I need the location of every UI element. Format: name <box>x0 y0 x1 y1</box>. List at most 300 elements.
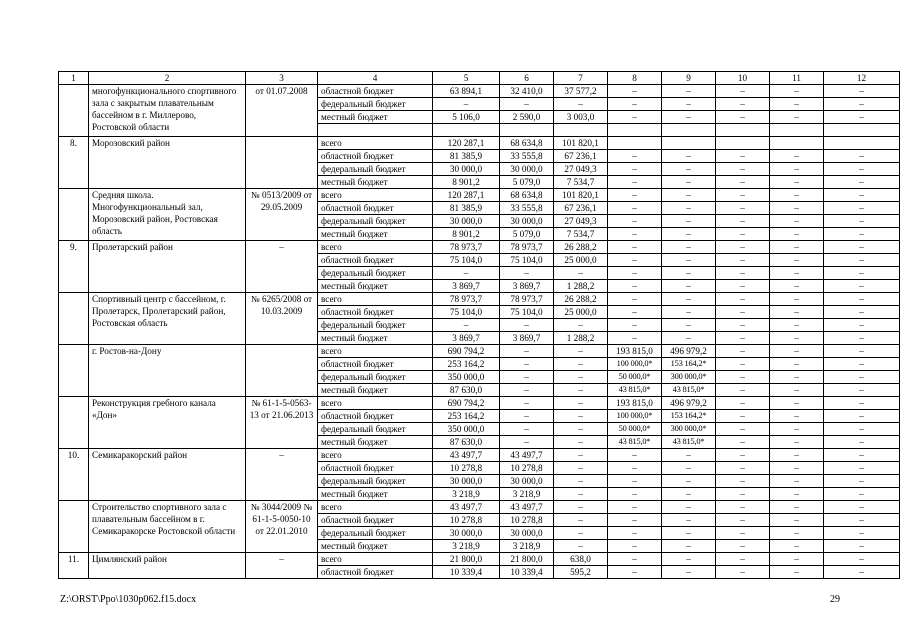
budget-source: всего <box>318 293 433 306</box>
value-cell: – <box>608 501 662 514</box>
value-cell: – <box>824 436 900 449</box>
value-cell: 10 339,4 <box>500 566 554 579</box>
value-cell: – <box>716 384 770 397</box>
value-cell: – <box>770 306 824 319</box>
value-cell: – <box>662 267 716 280</box>
value-cell <box>716 137 770 150</box>
value-cell: – <box>770 384 824 397</box>
value-cell <box>770 124 824 137</box>
value-cell: – <box>554 397 608 410</box>
budget-source: федеральный бюджет <box>318 423 433 436</box>
value-cell <box>662 124 716 137</box>
value-cell: – <box>824 189 900 202</box>
value-cell: – <box>716 462 770 475</box>
column-number-header: 12 <box>824 72 900 85</box>
value-cell: 10 278,8 <box>433 514 500 527</box>
value-cell: 153 164,2* <box>662 358 716 371</box>
object-name: Морозовский район <box>89 137 246 189</box>
value-cell: – <box>770 98 824 111</box>
value-cell: – <box>662 241 716 254</box>
budget-source <box>318 124 433 137</box>
value-cell: 5 079,0 <box>500 176 554 189</box>
budget-source: областной бюджет <box>318 358 433 371</box>
value-cell: 33 555,8 <box>500 202 554 215</box>
value-cell: 63 894,1 <box>433 85 500 98</box>
budget-source: федеральный бюджет <box>318 163 433 176</box>
value-cell: – <box>716 566 770 579</box>
value-cell: – <box>716 540 770 553</box>
value-cell: 50 000,0* <box>608 371 662 384</box>
value-cell: – <box>608 553 662 566</box>
value-cell: – <box>716 267 770 280</box>
value-cell: – <box>554 449 608 462</box>
value-cell: – <box>608 215 662 228</box>
column-number-header: 10 <box>716 72 770 85</box>
object-name: Средняя школа. Многофункциональный зал, Морозовский район, Ростовская область <box>89 189 246 241</box>
value-cell: 2 590,0 <box>500 111 554 124</box>
value-cell: – <box>554 98 608 111</box>
value-cell: 1 288,2 <box>554 280 608 293</box>
value-cell: – <box>608 163 662 176</box>
value-cell: 3 869,7 <box>500 280 554 293</box>
value-cell: 120 287,1 <box>433 137 500 150</box>
value-cell: 67 236,1 <box>554 202 608 215</box>
budget-source: областной бюджет <box>318 254 433 267</box>
value-cell: 43 815,0* <box>608 436 662 449</box>
value-cell: – <box>770 150 824 163</box>
value-cell: – <box>500 319 554 332</box>
value-cell: – <box>554 410 608 423</box>
value-cell: 101 820,1 <box>554 189 608 202</box>
value-cell: 26 288,2 <box>554 293 608 306</box>
value-cell: 43 497,7 <box>433 501 500 514</box>
budget-source: местный бюджет <box>318 384 433 397</box>
value-cell <box>824 137 900 150</box>
value-cell: 26 288,2 <box>554 241 608 254</box>
column-number-header: 5 <box>433 72 500 85</box>
table-row <box>59 85 900 98</box>
table-row <box>59 501 900 514</box>
column-number-header: 11 <box>770 72 824 85</box>
value-cell: – <box>608 540 662 553</box>
value-cell: – <box>716 553 770 566</box>
value-cell: – <box>770 241 824 254</box>
value-cell: 690 794,2 <box>433 345 500 358</box>
budget-source: федеральный бюджет <box>318 475 433 488</box>
value-cell: 10 278,8 <box>433 462 500 475</box>
value-cell <box>500 124 554 137</box>
value-cell: – <box>608 176 662 189</box>
value-cell: – <box>770 436 824 449</box>
value-cell: – <box>824 410 900 423</box>
value-cell: – <box>824 423 900 436</box>
value-cell: – <box>824 280 900 293</box>
value-cell: – <box>770 332 824 345</box>
column-number-header: 4 <box>318 72 433 85</box>
value-cell: 30 000,0 <box>500 163 554 176</box>
budget-source: всего <box>318 137 433 150</box>
value-cell: – <box>554 423 608 436</box>
value-cell: – <box>716 293 770 306</box>
budget-source: федеральный бюджет <box>318 98 433 111</box>
value-cell: 690 794,2 <box>433 397 500 410</box>
budget-source: всего <box>318 189 433 202</box>
value-cell: – <box>500 436 554 449</box>
value-cell: – <box>824 267 900 280</box>
column-number-header: 2 <box>89 72 246 85</box>
object-name: г. Ростов-на-Дону <box>89 345 246 397</box>
column-number-header: 1 <box>59 72 89 85</box>
value-cell: – <box>770 566 824 579</box>
value-cell: – <box>608 254 662 267</box>
row-number <box>59 345 89 397</box>
value-cell: – <box>770 267 824 280</box>
value-cell: – <box>770 423 824 436</box>
value-cell: – <box>770 293 824 306</box>
value-cell: – <box>824 150 900 163</box>
value-cell: – <box>608 449 662 462</box>
value-cell: – <box>824 397 900 410</box>
value-cell: – <box>824 215 900 228</box>
value-cell: – <box>824 527 900 540</box>
value-cell: 43 815,0* <box>662 436 716 449</box>
value-cell: – <box>662 98 716 111</box>
value-cell: – <box>770 410 824 423</box>
row-number: 8. <box>59 137 89 189</box>
value-cell: 3 869,7 <box>433 332 500 345</box>
value-cell: 67 236,1 <box>554 150 608 163</box>
value-cell: 3 869,7 <box>433 280 500 293</box>
value-cell: – <box>824 202 900 215</box>
value-cell: – <box>608 267 662 280</box>
value-cell: – <box>824 85 900 98</box>
value-cell: 30 000,0 <box>433 163 500 176</box>
value-cell: – <box>716 488 770 501</box>
value-cell: – <box>770 280 824 293</box>
value-cell: – <box>554 358 608 371</box>
value-cell: 78 973,7 <box>500 293 554 306</box>
budget-source: федеральный бюджет <box>318 319 433 332</box>
value-cell: 10 278,8 <box>500 462 554 475</box>
value-cell: – <box>554 527 608 540</box>
value-cell: – <box>770 449 824 462</box>
value-cell <box>433 124 500 137</box>
value-cell: 10 339,4 <box>433 566 500 579</box>
value-cell: 253 164,2 <box>433 358 500 371</box>
value-cell: – <box>770 501 824 514</box>
value-cell: 193 815,0 <box>608 345 662 358</box>
budget-source: федеральный бюджет <box>318 371 433 384</box>
table-row <box>59 293 900 306</box>
value-cell: – <box>608 241 662 254</box>
value-cell: – <box>770 111 824 124</box>
value-cell: – <box>824 241 900 254</box>
value-cell: – <box>824 254 900 267</box>
value-cell: – <box>824 540 900 553</box>
value-cell: – <box>770 228 824 241</box>
value-cell: – <box>716 189 770 202</box>
value-cell: – <box>500 267 554 280</box>
value-cell: – <box>716 449 770 462</box>
document-reference: № 0513/2009 от 29.05.2009 <box>246 189 318 241</box>
value-cell: 350 000,0 <box>433 423 500 436</box>
value-cell: – <box>500 98 554 111</box>
value-cell: 43 497,7 <box>500 449 554 462</box>
value-cell: – <box>662 85 716 98</box>
value-cell: – <box>824 98 900 111</box>
value-cell: – <box>770 475 824 488</box>
value-cell: 7 534,7 <box>554 176 608 189</box>
value-cell: – <box>716 241 770 254</box>
value-cell: – <box>662 280 716 293</box>
value-cell: – <box>433 319 500 332</box>
value-cell: 7 534,7 <box>554 228 608 241</box>
value-cell: – <box>608 202 662 215</box>
budget-source: всего <box>318 553 433 566</box>
value-cell: 33 555,8 <box>500 150 554 163</box>
budget-source: всего <box>318 397 433 410</box>
value-cell: – <box>770 202 824 215</box>
value-cell: – <box>554 319 608 332</box>
table-row <box>59 553 900 566</box>
value-cell: – <box>662 449 716 462</box>
value-cell: 3 218,9 <box>500 540 554 553</box>
value-cell: – <box>824 319 900 332</box>
value-cell: – <box>608 566 662 579</box>
object-name: Семикаракорский район <box>89 449 246 501</box>
table-row <box>59 397 900 410</box>
value-cell: 81 385,9 <box>433 202 500 215</box>
value-cell: 30 000,0 <box>433 475 500 488</box>
value-cell: – <box>608 514 662 527</box>
value-cell: – <box>716 306 770 319</box>
value-cell: – <box>770 215 824 228</box>
budget-source: местный бюджет <box>318 228 433 241</box>
value-cell: – <box>824 384 900 397</box>
value-cell: 350 000,0 <box>433 371 500 384</box>
object-name: Спортивный центр с бассейном, г. Пролетарск, Пролетарский район, Ростовская область <box>89 293 246 345</box>
value-cell: – <box>662 254 716 267</box>
value-cell: 43 815,0* <box>662 384 716 397</box>
budget-source: федеральный бюджет <box>318 215 433 228</box>
value-cell: – <box>716 410 770 423</box>
value-cell: – <box>554 345 608 358</box>
value-cell: – <box>500 397 554 410</box>
value-cell: 32 410,0 <box>500 85 554 98</box>
page-number: 29 <box>830 594 840 605</box>
value-cell: – <box>824 111 900 124</box>
document-reference <box>246 137 318 189</box>
budget-source: местный бюджет <box>318 436 433 449</box>
value-cell: – <box>824 371 900 384</box>
value-cell: 120 287,1 <box>433 189 500 202</box>
value-cell: – <box>662 150 716 163</box>
value-cell: 30 000,0 <box>433 215 500 228</box>
value-cell: 43 815,0* <box>608 384 662 397</box>
value-cell: 193 815,0 <box>608 397 662 410</box>
value-cell: – <box>608 475 662 488</box>
value-cell: 87 630,0 <box>433 384 500 397</box>
budget-source: областной бюджет <box>318 306 433 319</box>
value-cell: 21 800,0 <box>433 553 500 566</box>
object-name: Реконструкция гребного канала «Дон» <box>89 397 246 449</box>
value-cell: – <box>770 85 824 98</box>
value-cell: 496 979,2 <box>662 397 716 410</box>
value-cell: – <box>662 189 716 202</box>
value-cell <box>716 124 770 137</box>
document-reference: от 01.07.2008 <box>246 85 318 137</box>
value-cell: – <box>770 319 824 332</box>
value-cell: – <box>662 215 716 228</box>
value-cell: – <box>716 150 770 163</box>
value-cell: 30 000,0 <box>500 527 554 540</box>
budget-source: областной бюджет <box>318 514 433 527</box>
value-cell: – <box>824 514 900 527</box>
value-cell: – <box>500 358 554 371</box>
value-cell: – <box>716 254 770 267</box>
value-cell <box>770 137 824 150</box>
column-number-header: 6 <box>500 72 554 85</box>
value-cell: – <box>554 501 608 514</box>
value-cell: – <box>662 319 716 332</box>
value-cell: – <box>716 475 770 488</box>
value-cell: – <box>716 371 770 384</box>
value-cell <box>608 137 662 150</box>
value-cell: – <box>662 501 716 514</box>
value-cell: – <box>662 488 716 501</box>
value-cell: – <box>824 332 900 345</box>
value-cell: – <box>824 345 900 358</box>
row-number: 9. <box>59 241 89 293</box>
value-cell: 3 218,9 <box>433 488 500 501</box>
value-cell: – <box>500 371 554 384</box>
value-cell: 8 901,2 <box>433 176 500 189</box>
value-cell: – <box>608 293 662 306</box>
value-cell: 100 000,0* <box>608 358 662 371</box>
value-cell: 75 104,0 <box>433 254 500 267</box>
value-cell <box>608 124 662 137</box>
budget-source: областной бюджет <box>318 566 433 579</box>
budget-source: областной бюджет <box>318 462 433 475</box>
value-cell: – <box>608 332 662 345</box>
footer-file-path: Z:\ORST\Ppo\1030p062.f15.docx <box>60 594 197 605</box>
value-cell: 638,0 <box>554 553 608 566</box>
value-cell: – <box>824 228 900 241</box>
value-cell: 25 000,0 <box>554 254 608 267</box>
value-cell: – <box>770 254 824 267</box>
value-cell: – <box>608 228 662 241</box>
value-cell: – <box>770 358 824 371</box>
value-cell: – <box>716 501 770 514</box>
header-row <box>59 72 900 85</box>
budget-source: областной бюджет <box>318 150 433 163</box>
value-cell: – <box>662 527 716 540</box>
value-cell: – <box>554 267 608 280</box>
value-cell: – <box>554 371 608 384</box>
value-cell: 3 218,9 <box>433 540 500 553</box>
value-cell: – <box>608 527 662 540</box>
value-cell: – <box>716 163 770 176</box>
value-cell: – <box>824 293 900 306</box>
column-number-header: 7 <box>554 72 608 85</box>
budget-source: местный бюджет <box>318 488 433 501</box>
value-cell: – <box>662 176 716 189</box>
value-cell: – <box>608 150 662 163</box>
column-number-header: 9 <box>662 72 716 85</box>
document-reference: – <box>246 553 318 579</box>
value-cell: – <box>824 306 900 319</box>
column-number-header: 3 <box>246 72 318 85</box>
value-cell: – <box>770 488 824 501</box>
value-cell: – <box>554 462 608 475</box>
value-cell: – <box>554 488 608 501</box>
value-cell: 153 164,2* <box>662 410 716 423</box>
value-cell: 75 104,0 <box>500 254 554 267</box>
value-cell: – <box>662 540 716 553</box>
value-cell <box>554 124 608 137</box>
value-cell: – <box>770 371 824 384</box>
row-number <box>59 189 89 241</box>
value-cell: – <box>608 319 662 332</box>
value-cell: – <box>716 111 770 124</box>
value-cell: – <box>433 98 500 111</box>
value-cell: 78 973,7 <box>433 241 500 254</box>
value-cell: – <box>716 514 770 527</box>
value-cell: 5 079,0 <box>500 228 554 241</box>
value-cell: – <box>608 98 662 111</box>
value-cell: – <box>716 358 770 371</box>
value-cell: 25 000,0 <box>554 306 608 319</box>
value-cell: 75 104,0 <box>500 306 554 319</box>
value-cell: – <box>770 176 824 189</box>
value-cell: 68 634,8 <box>500 137 554 150</box>
value-cell: – <box>824 176 900 189</box>
value-cell: 3 003,0 <box>554 111 608 124</box>
value-cell: – <box>716 319 770 332</box>
value-cell: 595,2 <box>554 566 608 579</box>
value-cell: 78 973,7 <box>500 241 554 254</box>
budget-source: областной бюджет <box>318 410 433 423</box>
value-cell: – <box>662 553 716 566</box>
value-cell: – <box>608 111 662 124</box>
value-cell: 43 497,7 <box>433 449 500 462</box>
value-cell: 27 049,3 <box>554 215 608 228</box>
value-cell: – <box>662 228 716 241</box>
value-cell: – <box>608 85 662 98</box>
value-cell: – <box>824 488 900 501</box>
value-cell <box>824 124 900 137</box>
budget-source: местный бюджет <box>318 280 433 293</box>
value-cell: – <box>554 514 608 527</box>
value-cell: – <box>608 462 662 475</box>
document-reference: № 3044/2009 № 61-1-5-0050-10 от 22.01.2010 <box>246 501 318 553</box>
value-cell: – <box>716 423 770 436</box>
value-cell: 300 000,0* <box>662 423 716 436</box>
value-cell: – <box>608 189 662 202</box>
value-cell: 30 000,0 <box>500 215 554 228</box>
value-cell: 30 000,0 <box>500 475 554 488</box>
value-cell: – <box>824 475 900 488</box>
value-cell: – <box>824 449 900 462</box>
document-reference: № 61-1-5-0563-13 от 21.06.2013 <box>246 397 318 449</box>
value-cell: – <box>662 293 716 306</box>
value-cell: 50 000,0* <box>608 423 662 436</box>
value-cell: – <box>662 202 716 215</box>
value-cell: 30 000,0 <box>433 527 500 540</box>
budget-source: местный бюджет <box>318 332 433 345</box>
budget-source: местный бюджет <box>318 111 433 124</box>
row-number: 11. <box>59 553 89 579</box>
